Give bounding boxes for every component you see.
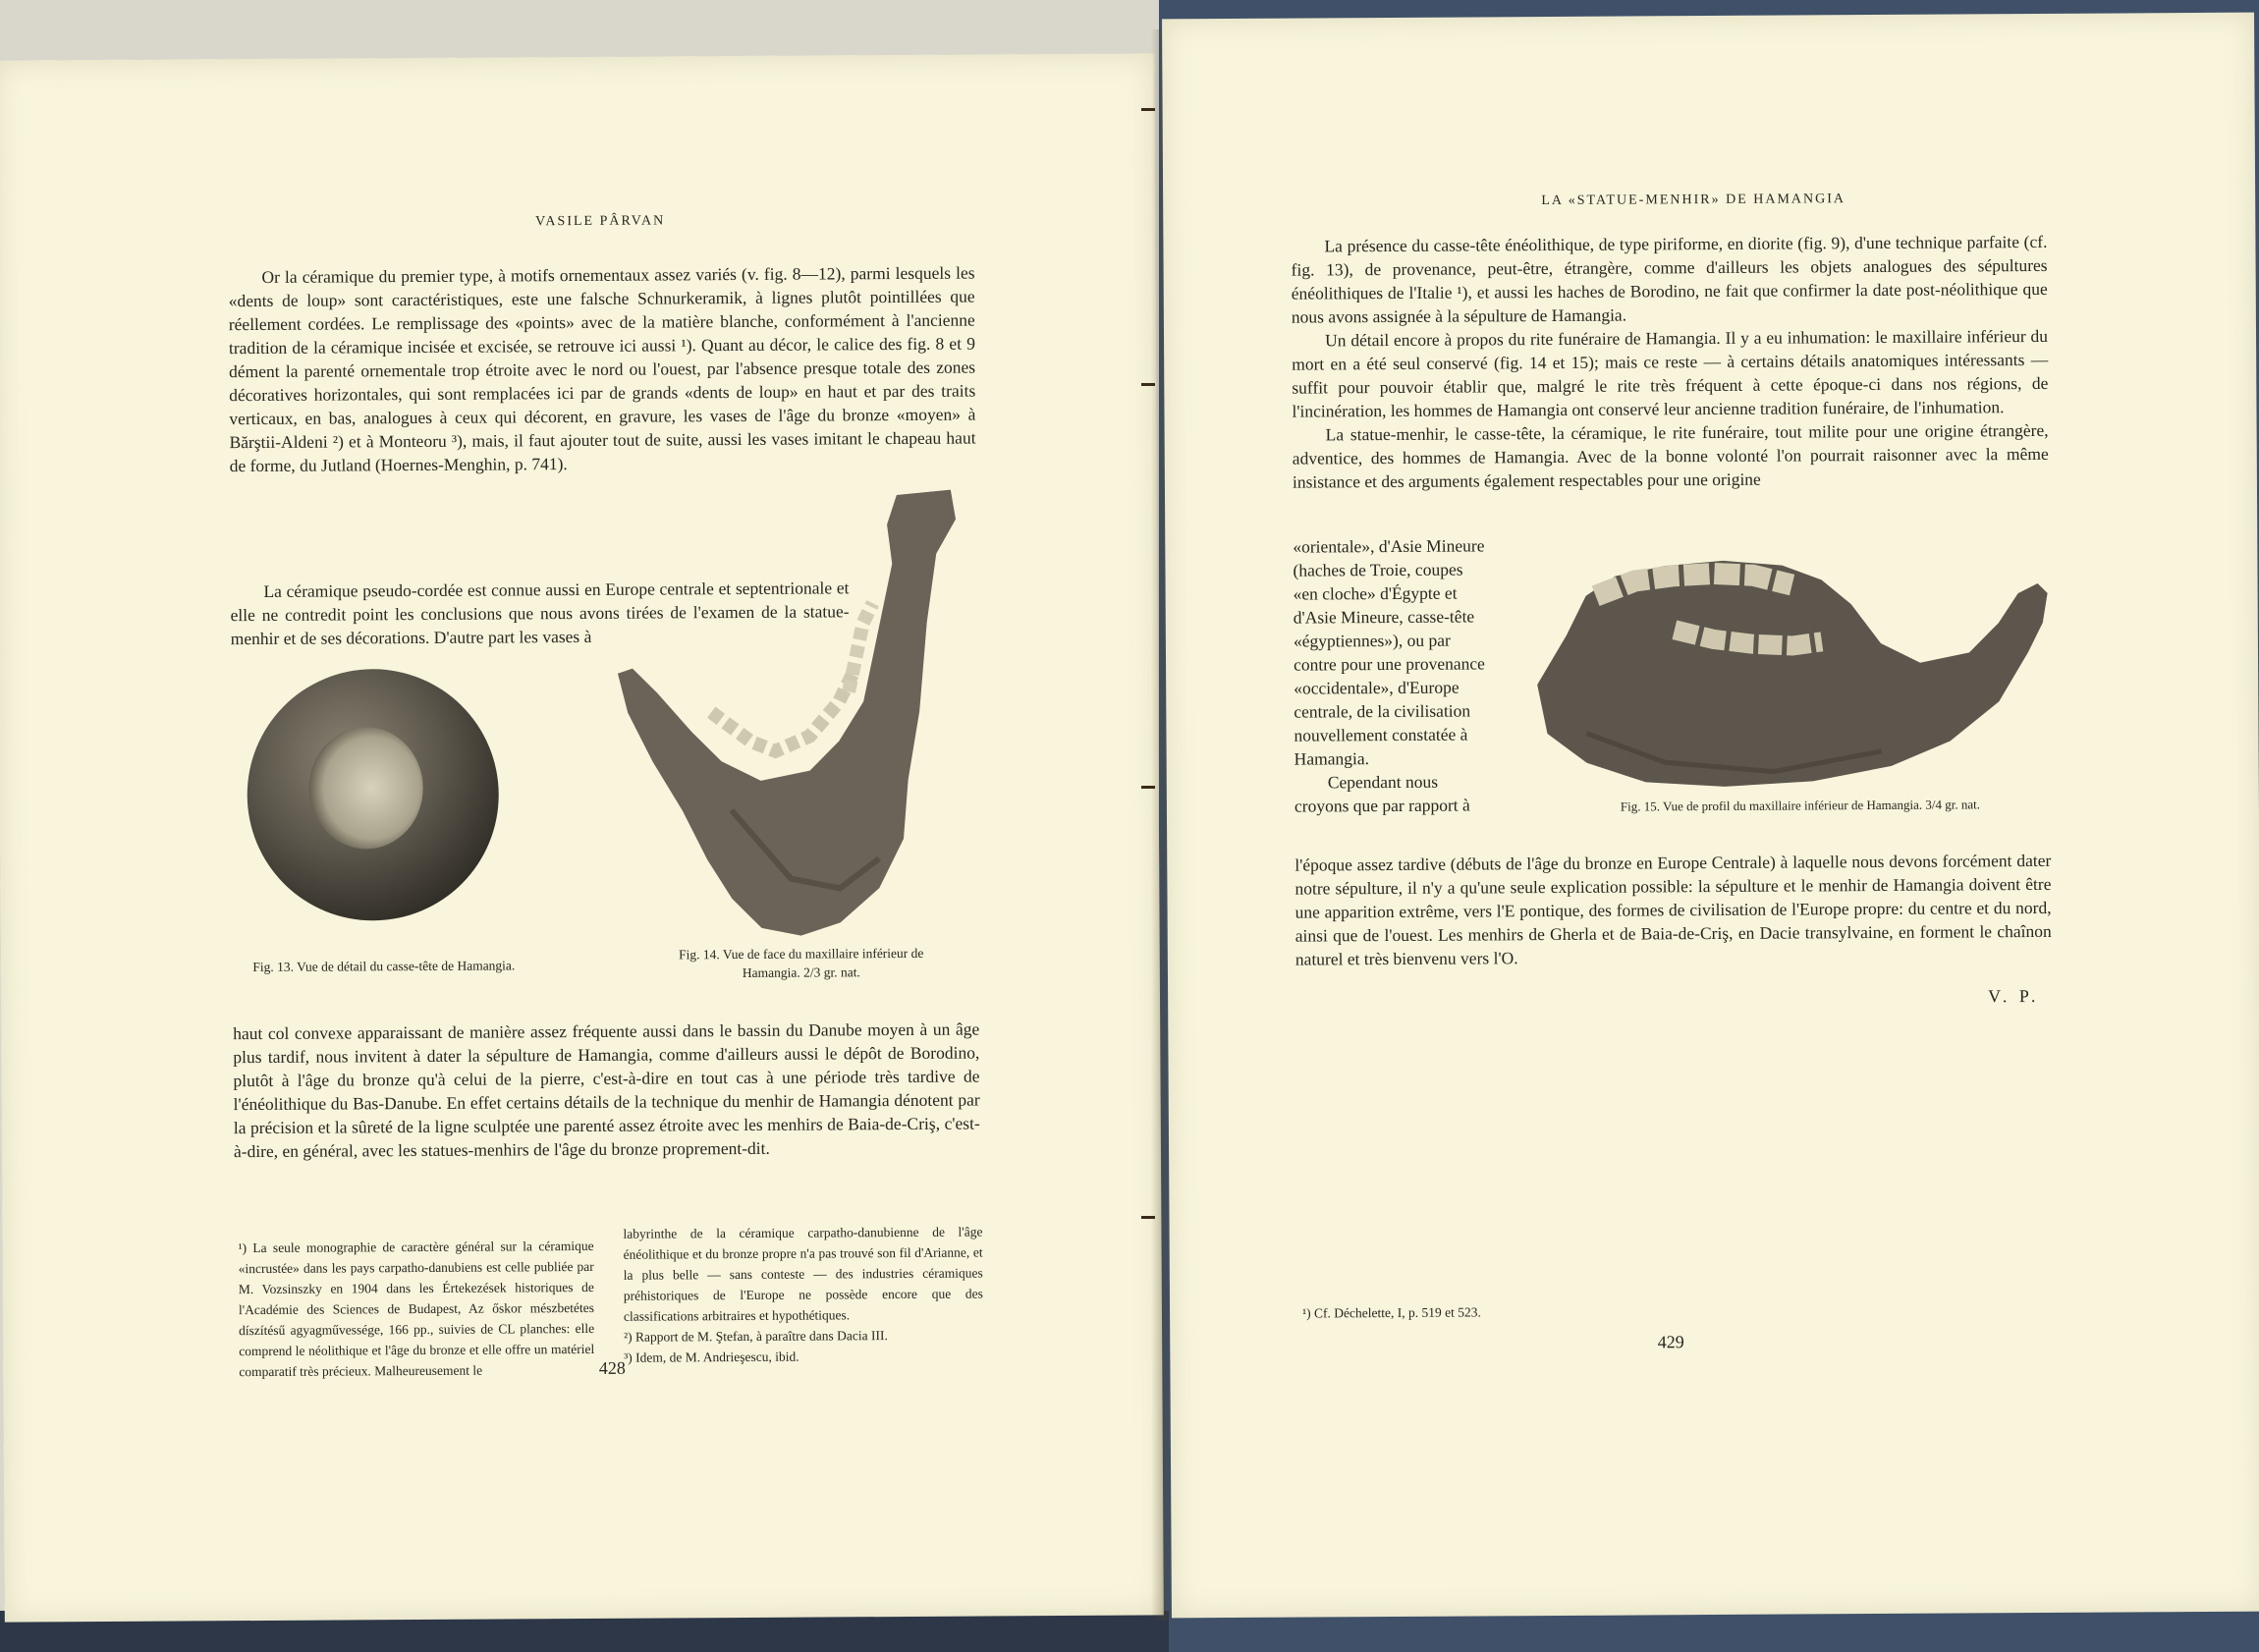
paragraph: La céramique pseudo-cordée est connue aussi en Europe centrale et septentrionale et elle ne contredit point les conclusions que nous avons tirées de l'examen de la statue-menhir et de ses décorations. D'autre part les vases à — [230, 578, 850, 649]
figure-15-caption: Fig. 15. Vue de profil du maxillaire inférieur de Hamangia. 3/4 gr. nat. — [1620, 797, 1981, 814]
body-text-top — [228, 261, 975, 478]
footnotes-column-1 — [238, 1236, 594, 1382]
figure-14-caption: Fig. 14. Vue de face du maxillaire inférieur de Hamangia. 2/3 gr. nat. — [678, 945, 924, 980]
running-head: LA «STATUE-MENHIR» DE HAMANGIA — [1541, 192, 1846, 209]
body-text-top — [1291, 230, 2049, 494]
footnotes — [1302, 1300, 1793, 1324]
side-paragraph: «orientale», d'Asie Mineure (haches de Troie, coupes «en cloche» d'Égypte et d'Asie Mineure, casse-tête «égyptiennes»), ou par contre pour une provenance «occidentale», d'Europe centrale, de la civilisation nouvellement constatée à Hamangia. — [1293, 535, 1485, 769]
footnote-1-continued: labyrinthe de la céramique carpatho-danubienne de l'âge énéolithique et du bronze propre n'a pas trouvé son fil d'Arianne, et la plus belle — sans conteste — des industries céramiques préhistoriques de l'Europe ne possède encore que des classifications arbitraires et hypothétiques. — [623, 1224, 983, 1324]
body-text-bottom — [1295, 849, 2052, 971]
paragraph: La présence du casse-tête énéolithique, de type piriforme, en diorite (fig. 9), d'une technique parfaite (cf. fig. 13), de provenance, peut-être, étrangère, comme d'ailleurs les objets analogues des sépultures énéolithiques de l'Italie ¹), et aussi les haches de Borodino, ne fait que confirmer la date post-néolithique que nous avons assignée à la sépulture de Hamangia. — [1291, 231, 2048, 327]
body-text-bottom — [233, 1018, 980, 1164]
binding-stitch — [1141, 786, 1155, 789]
footnote-1: ¹) La seule monographie de caractère général sur la céramique «incrustée» dans les pays carpatho-danubiens est celle publiée par M. Vozsinszky en 1904 dans les Értekezések historiques de l'Académie des Sciences de Budapest, Az őskor mészbetétes díszítésű agyagművessége, 166 pp., suivies de CL planches: elle comprend le néolithique et l'âge du bronze et elle offre un matériel comparatif très précieux. Malheureusement le — [238, 1238, 595, 1380]
paragraph: l'époque assez tardive (débuts de l'âge du bronze en Europe Centrale) à laquelle nous devons forcément dater notre sépulture, il n'y a qu'une seule explication possible: la sépulture et le menhir de Hamangia doivent être une apparition extrême, vers l'E pontique, des formes de civilisation de l'Europe propre: du centre et du nord, ainsi que de l'ouest. Les menhirs de Gherla et de Baia-de-Criş, en Dacie transylvaine, en forment le chaînon naturel et très bienvenu vers l'O. — [1295, 850, 2052, 969]
right-page — [1162, 13, 2259, 1619]
footnote-3: ³) Idem, de M. Andrieşescu, ibid. — [624, 1349, 799, 1365]
left-page — [0, 53, 1164, 1622]
page-number: 428 — [598, 1357, 626, 1378]
paragraph: Or la céramique du premier type, à motifs ornementaux assez variés (v. fig. 8—12), parmi lesquels les «dents de loup» sont caractéristiques, este une falsche Schnurkeramik, à lignes plutôt pointillées que réellement cordées. Le remplissage des «points» avec de la matière blanche, conformément à l'ancienne tradition de la céramique incisée et excisée, se retrouve ici aussi ¹). Quant au décor, le calice des fig. 8 et 9 dément la parenté ornementale trop étroite avec le nord ou l'ouest, par l'absence presque totale des zones décoratives horizontales, qui sont remplacées ici par de grands «dents de loup» en haut et par des traits verticaux, en bas, analogues à ceux qui décorent, en gravure, les vases de l'âge du bronze «moyen» à Bărştii-Aldeni ²) et à Monteoru ³), mais, il faut ajouter tout de suite, aussi les vases imitant le chapeau haut de forme, du Jutland (Hoernes-Menghin, p. 741). — [228, 262, 976, 476]
page-number: 429 — [1657, 1332, 1684, 1352]
binding-stitch — [1141, 108, 1155, 111]
binding-stitch — [1141, 1216, 1155, 1219]
casse-tete-figure — [240, 661, 507, 928]
paragraph: La statue-menhir, le casse-tête, la céramique, le rite funéraire, tout milite pour une origine étrangère, adventice, des hommes de Hamangia. Avec de la bonne volonté l'on pourrait raisonner avec la même insistance et des arguments également respectables pour une origine — [1292, 419, 2049, 492]
jaw-front-figure — [612, 485, 978, 949]
side-paragraph: Cependant nous croyons que par rapport à — [1294, 771, 1470, 816]
paragraph: haut col convexe apparaissant de manière assez fréquente aussi dans le bassin du Danube moyen à un âge plus tardif, nous invitent à dater la sépulture de Hamangia, comme d'ailleurs aussi le dépôt de Borodino, plutôt à l'âge du bronze qu'à celui de la pierre, c'est-à-dire en tout cas à une période très tardive de l'énéolithique du Bas-Danube. En effet certains détails de la technique du menhir de Hamangia dénotent par la précision et la sûreté de la ligne sculptée une parenté assez étroite avec les menhirs de Baia-de-Criş, c'est-à-dire, en général, avec les statues-menhirs de l'âge du bronze proprement-dit. — [233, 1019, 980, 1162]
author-signature: V. P. — [1988, 985, 2040, 1007]
footnote-1: ¹) Cf. Déchelette, I, p. 519 et 523. — [1302, 1304, 1481, 1321]
figure-13-caption: Fig. 13. Vue de détail du casse-tête de Hamangia. — [252, 958, 516, 975]
jaw-profile-figure — [1526, 534, 2059, 802]
footnotes-column-2 — [623, 1222, 983, 1368]
paragraph: Un détail encore à propos du rite funéraire de Hamangia. Il y a eu inhumation: le maxillaire inférieur du mort en a été seul conservé (fig. 14 et 15); mais ce reste — à certains détails anatomiques intéressants — suffit pour pouvoir établir que, malgré le rite très fréquent à cette époque-ci dans nos régions, de l'incinération, les hommes de Hamangia ont conservé leur ancienne tradition funéraire, de l'inhumation. — [1292, 325, 2049, 421]
binding-stitch — [1141, 383, 1155, 386]
running-head: VASILE PÂRVAN — [535, 213, 666, 230]
side-text — [1293, 533, 1489, 817]
footnote-2: ²) Rapport de M. Ştefan, à paraître dans Dacia III. — [624, 1328, 888, 1345]
